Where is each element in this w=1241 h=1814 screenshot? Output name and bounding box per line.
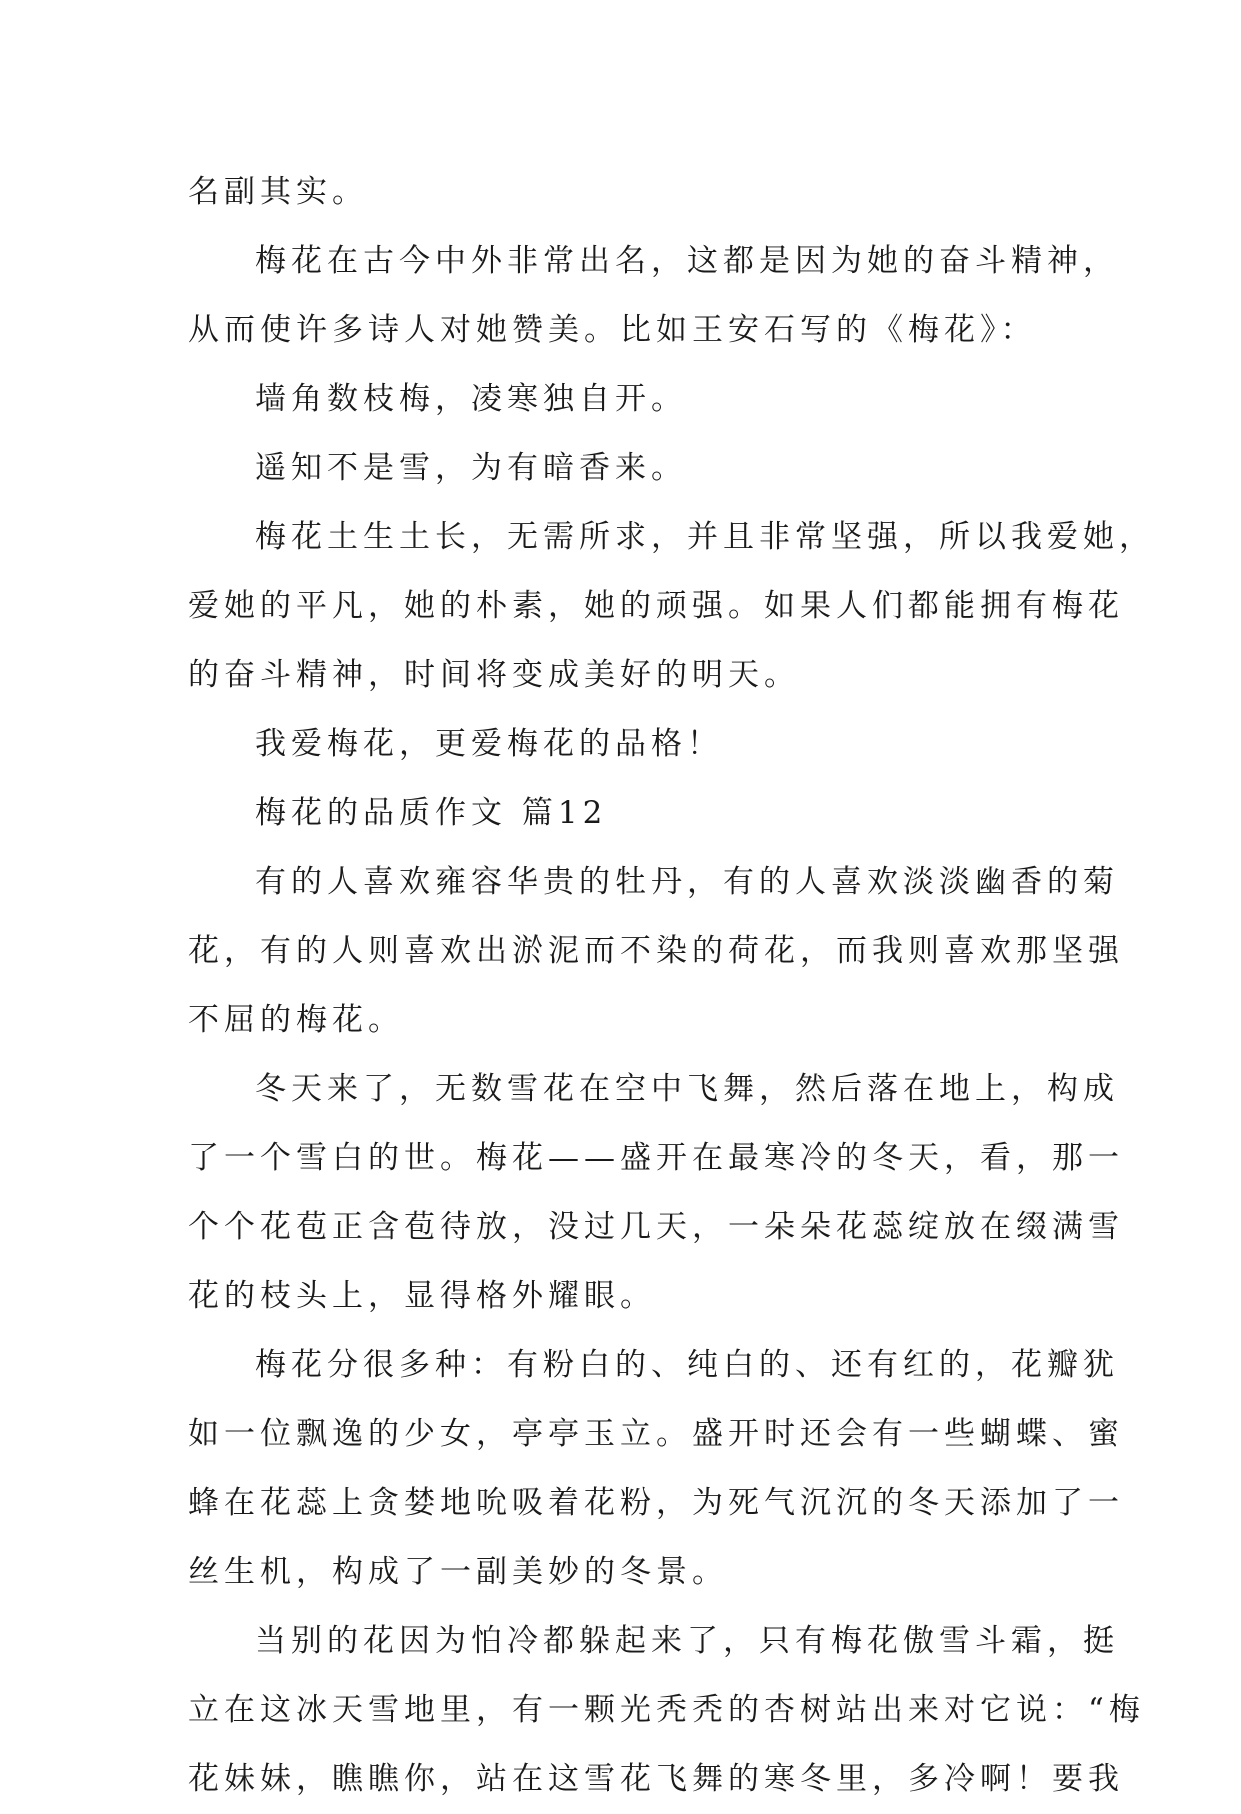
text-line: 了一个雪白的世。梅花——盛开在最寒冷的冬天，看，那一	[188, 1140, 1124, 1176]
text-line: 花妹妹，瞧瞧你，站在这雪花飞舞的寒冬里，多冷啊！要我	[188, 1761, 1124, 1797]
text-line: 蜂在花蕊上贪婪地吮吸着花粉，为死气沉沉的冬天添加了一	[188, 1485, 1124, 1521]
text-line: 花，有的人则喜欢出淤泥而不染的荷花，而我则喜欢那坚强	[188, 933, 1124, 969]
section-heading: 梅花的品质作文 篇12	[255, 795, 608, 831]
text-line: 不屈的梅花。	[188, 1002, 404, 1038]
poem-line: 遥知不是雪，为有暗香来。	[255, 450, 687, 486]
paragraph-start-line: 有的人喜欢雍容华贵的牡丹，有的人喜欢淡淡幽香的菊	[255, 864, 1119, 900]
paragraph-start-line: 当别的花因为怕冷都躲起来了，只有梅花傲雪斗霜，挺	[255, 1623, 1119, 1659]
paragraph-start-line: 梅花土生土长，无需所求，并且非常坚强，所以我爱她，	[255, 519, 1155, 555]
text-line: 花的枝头上，显得格外耀眼。	[188, 1278, 656, 1314]
text-line: 立在这冰天雪地里，有一颗光秃秃的杏树站出来对它说：“梅	[188, 1692, 1145, 1728]
paragraph-start-line: 冬天来了，无数雪花在空中飞舞，然后落在地上，构成	[255, 1071, 1119, 1107]
paragraph-start-line: 梅花分很多种：有粉白的、纯白的、还有红的，花瓣犹	[255, 1347, 1119, 1383]
text-line: 的奋斗精神，时间将变成美好的明天。	[188, 657, 800, 693]
text-line: 丝生机，构成了一副美妙的冬景。	[188, 1554, 728, 1590]
text-line: 从而使许多诗人对她赞美。比如王安石写的《梅花》：	[188, 312, 1037, 348]
text-line: 名副其实。	[188, 174, 368, 210]
text-line: 个个花苞正含苞待放，没过几天，一朵朵花蕊绽放在缀满雪	[188, 1209, 1124, 1245]
paragraph-start-line: 梅花在古今中外非常出名，这都是因为她的奋斗精神，	[255, 243, 1119, 279]
poem-line: 墙角数枝梅，凌寒独自开。	[255, 381, 687, 417]
document-body	[188, 158, 1155, 1814]
text-line: 爱她的平凡，她的朴素，她的顽强。如果人们都能拥有梅花	[188, 588, 1124, 624]
text-line: 如一位飘逸的少女，亭亭玉立。盛开时还会有一些蝴蝶、蜜	[188, 1416, 1124, 1452]
paragraph-start-line: 我爱梅花，更爱梅花的品格！	[255, 726, 723, 762]
